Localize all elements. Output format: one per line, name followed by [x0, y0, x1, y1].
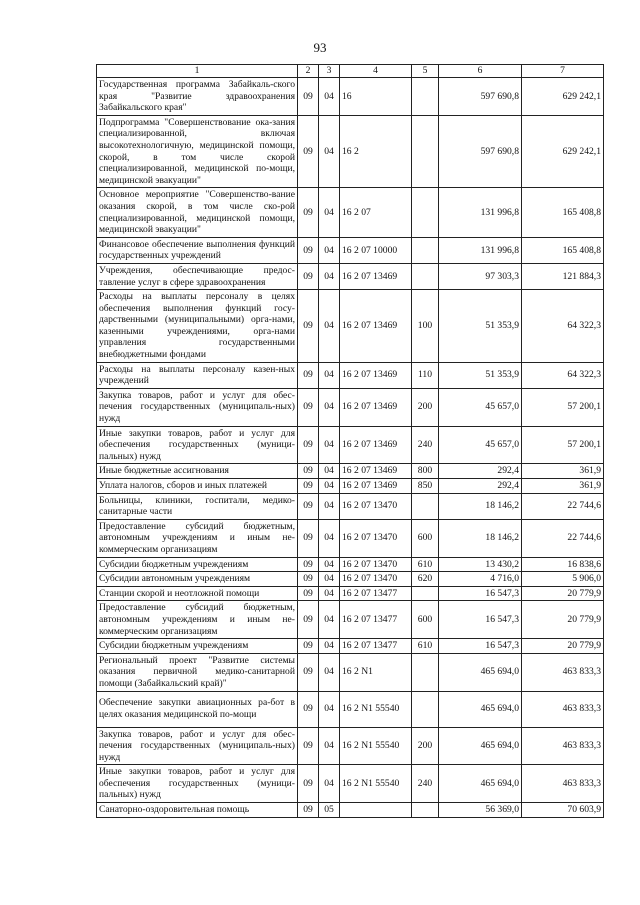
row-subsection: 04 — [319, 765, 340, 803]
row-amount-col7: 361,9 — [522, 479, 604, 494]
row-target-article: 16 2 N1 — [340, 653, 412, 691]
row-amount-col6: 51 353,9 — [439, 362, 522, 388]
row-amount-col6: 18 146,2 — [439, 493, 522, 519]
row-amount-col6: 597 690,8 — [439, 115, 522, 188]
row-subsection: 04 — [319, 639, 340, 654]
row-expense-type — [412, 78, 439, 116]
row-section: 09 — [298, 388, 319, 426]
row-expense-type: 240 — [412, 426, 439, 464]
row-subsection: 04 — [319, 519, 340, 557]
row-section: 09 — [298, 479, 319, 494]
row-section: 09 — [298, 290, 319, 363]
row-target-article: 16 2 — [340, 115, 412, 188]
row-amount-col6: 45 657,0 — [439, 426, 522, 464]
row-section: 09 — [298, 78, 319, 116]
row-amount-col7: 463 833,3 — [522, 691, 604, 727]
row-section: 09 — [298, 653, 319, 691]
row-amount-col7: 57 200,1 — [522, 388, 604, 426]
row-amount-col6: 131 996,8 — [439, 237, 522, 263]
row-amount-col7: 121 884,3 — [522, 263, 604, 289]
table-row — [97, 388, 604, 426]
row-section: 09 — [298, 586, 319, 601]
row-amount-col7: 22 744,6 — [522, 493, 604, 519]
row-amount-col6: 51 353,9 — [439, 290, 522, 363]
row-expense-type — [412, 586, 439, 601]
row-target-article: 16 2 07 13469 — [340, 388, 412, 426]
row-section: 09 — [298, 639, 319, 654]
row-amount-col6: 465 694,0 — [439, 727, 522, 765]
row-expense-type: 200 — [412, 727, 439, 765]
row-amount-col7: 463 833,3 — [522, 653, 604, 691]
row-subsection: 04 — [319, 263, 340, 289]
row-target-article: 16 2 07 13470 — [340, 493, 412, 519]
row-target-article: 16 2 07 13469 — [340, 479, 412, 494]
row-subsection: 04 — [319, 727, 340, 765]
header-cell: 6 — [439, 65, 522, 78]
row-amount-col7: 5 906,0 — [522, 572, 604, 587]
row-expense-type: 110 — [412, 362, 439, 388]
row-amount-col6: 16 547,3 — [439, 601, 522, 639]
row-amount-col7: 165 408,8 — [522, 188, 604, 237]
table-row — [97, 464, 604, 479]
row-amount-col6: 465 694,0 — [439, 691, 522, 727]
row-expense-type: 100 — [412, 290, 439, 363]
row-amount-col7: 57 200,1 — [522, 426, 604, 464]
row-name: Уплата налогов, сборов и иных платежей — [97, 479, 298, 494]
row-amount-col7: 463 833,3 — [522, 765, 604, 803]
row-amount-col6: 4 716,0 — [439, 572, 522, 587]
row-expense-type: 620 — [412, 572, 439, 587]
page-number: 93 — [313, 40, 327, 55]
row-name: Субсидии бюджетным учреждениям — [97, 557, 298, 572]
row-target-article: 16 2 N1 55540 — [340, 765, 412, 803]
table-row — [97, 586, 604, 601]
row-expense-type: 610 — [412, 557, 439, 572]
row-name: Субсидии автономным учреждениям — [97, 572, 298, 587]
row-amount-col6: 465 694,0 — [439, 653, 522, 691]
row-name: Расходы на выплаты персоналу в целях обеспечения выполнения функций госу-дарственными (муниципальными) орга-нами, казенными учреждениями, орга-нами управления государственными внебюджетными фондами — [97, 290, 298, 363]
header-cell: 5 — [412, 65, 439, 78]
row-section: 09 — [298, 803, 319, 818]
row-amount-col6: 56 369,0 — [439, 803, 522, 818]
row-amount-col7: 361,9 — [522, 464, 604, 479]
row-expense-type: 200 — [412, 388, 439, 426]
row-amount-col7: 629 242,1 — [522, 78, 604, 116]
row-expense-type — [412, 188, 439, 237]
row-amount-col6: 597 690,8 — [439, 78, 522, 116]
header-cell: 3 — [319, 65, 340, 78]
row-target-article: 16 2 07 13470 — [340, 557, 412, 572]
row-expense-type — [412, 653, 439, 691]
row-name: Обеспечение закупки авиационных ра-бот в целях оказания медицинской по-мощи — [97, 691, 298, 727]
row-target-article: 16 2 07 13469 — [340, 362, 412, 388]
row-amount-col7: 20 779,9 — [522, 601, 604, 639]
row-expense-type — [412, 237, 439, 263]
header-cell: 4 — [340, 65, 412, 78]
row-subsection: 05 — [319, 803, 340, 818]
row-target-article: 16 2 07 13469 — [340, 263, 412, 289]
table-row — [97, 765, 604, 803]
table-row — [97, 803, 604, 818]
row-amount-col7: 22 744,6 — [522, 519, 604, 557]
row-target-article: 16 2 07 13477 — [340, 601, 412, 639]
row-name: Региональный проект "Развитие системы оказания первичной медико-санитарной помощи (Забайкальский край)" — [97, 653, 298, 691]
header-cell: 7 — [522, 65, 604, 78]
table-body — [97, 78, 604, 818]
row-name: Учреждения, обеспечивающие предос-тавление услуг в сфере здравоохранения — [97, 263, 298, 289]
row-subsection: 04 — [319, 572, 340, 587]
row-section: 09 — [298, 765, 319, 803]
row-subsection: 04 — [319, 691, 340, 727]
row-name: Иные бюджетные ассигнования — [97, 464, 298, 479]
row-subsection: 04 — [319, 188, 340, 237]
row-target-article: 16 2 N1 55540 — [340, 727, 412, 765]
row-subsection: 04 — [319, 653, 340, 691]
row-expense-type: 800 — [412, 464, 439, 479]
row-subsection: 04 — [319, 115, 340, 188]
row-name: Закупка товаров, работ и услуг для обес-печения государственных (муниципаль-ных) нужд — [97, 388, 298, 426]
row-expense-type — [412, 115, 439, 188]
table-row — [97, 493, 604, 519]
row-subsection: 04 — [319, 362, 340, 388]
row-name: Закупка товаров, работ и услуг для обес-печения государственных (муниципаль-ных) нужд — [97, 727, 298, 765]
row-section: 09 — [298, 237, 319, 263]
row-amount-col6: 131 996,8 — [439, 188, 522, 237]
table-row — [97, 519, 604, 557]
row-expense-type: 600 — [412, 519, 439, 557]
row-subsection: 04 — [319, 290, 340, 363]
row-section: 09 — [298, 426, 319, 464]
row-subsection: 04 — [319, 426, 340, 464]
row-section: 09 — [298, 519, 319, 557]
row-amount-col7: 165 408,8 — [522, 237, 604, 263]
row-target-article: 16 2 N1 55540 — [340, 691, 412, 727]
row-name: Предоставление субсидий бюджетным, автономным учреждениям и иным не-коммерческим организациям — [97, 519, 298, 557]
row-expense-type — [412, 493, 439, 519]
row-subsection: 04 — [319, 464, 340, 479]
row-target-article: 16 2 07 13470 — [340, 572, 412, 587]
row-target-article: 16 2 07 13470 — [340, 519, 412, 557]
table-row — [97, 691, 604, 727]
row-amount-col7: 463 833,3 — [522, 727, 604, 765]
table-row — [97, 237, 604, 263]
row-subsection: 04 — [319, 601, 340, 639]
table-row — [97, 362, 604, 388]
table-row — [97, 115, 604, 188]
row-amount-col7: 16 838,6 — [522, 557, 604, 572]
row-target-article — [340, 803, 412, 818]
row-name: Санаторно-оздоровительная помощь — [97, 803, 298, 818]
row-expense-type — [412, 263, 439, 289]
row-expense-type — [412, 691, 439, 727]
row-amount-col7: 70 603,9 — [522, 803, 604, 818]
row-name: Предоставление субсидий бюджетным, автономным учреждениям и иным не-коммерческим организациям — [97, 601, 298, 639]
row-name: Основное мероприятие "Совершенство-вание оказания скорой, в том числе ско-рой специализированной, медицинской помощи, медицинской эвакуации" — [97, 188, 298, 237]
table-row — [97, 188, 604, 237]
row-amount-col7: 64 322,3 — [522, 290, 604, 363]
row-amount-col6: 97 303,3 — [439, 263, 522, 289]
row-subsection: 04 — [319, 479, 340, 494]
row-section: 09 — [298, 188, 319, 237]
row-target-article: 16 — [340, 78, 412, 116]
row-section: 09 — [298, 362, 319, 388]
row-target-article: 16 2 07 — [340, 188, 412, 237]
row-name: Субсидии бюджетным учреждениям — [97, 639, 298, 654]
row-section: 09 — [298, 601, 319, 639]
row-amount-col6: 465 694,0 — [439, 765, 522, 803]
row-subsection: 04 — [319, 78, 340, 116]
row-amount-col7: 64 322,3 — [522, 362, 604, 388]
row-expense-type: 240 — [412, 765, 439, 803]
row-target-article: 16 2 07 13477 — [340, 586, 412, 601]
row-target-article: 16 2 07 13477 — [340, 639, 412, 654]
row-target-article: 16 2 07 13469 — [340, 464, 412, 479]
row-target-article: 16 2 07 10000 — [340, 237, 412, 263]
row-name: Расходы на выплаты персоналу казен-ных учреждений — [97, 362, 298, 388]
row-name: Иные закупки товаров, работ и услуг для обеспечения государственных (муници-пальных) нужд — [97, 765, 298, 803]
row-section: 09 — [298, 493, 319, 519]
table-row — [97, 727, 604, 765]
row-section: 09 — [298, 557, 319, 572]
row-expense-type: 850 — [412, 479, 439, 494]
row-amount-col6: 18 146,2 — [439, 519, 522, 557]
row-name: Станции скорой и неотложной помощи — [97, 586, 298, 601]
row-target-article: 16 2 07 13469 — [340, 290, 412, 363]
row-subsection: 04 — [319, 586, 340, 601]
header-cell: 1 — [97, 65, 298, 78]
header-row — [97, 65, 604, 78]
row-section: 09 — [298, 572, 319, 587]
row-name: Больницы, клиники, госпитали, медико-санитарные части — [97, 493, 298, 519]
row-section: 09 — [298, 691, 319, 727]
row-amount-col6: 292,4 — [439, 479, 522, 494]
row-name: Иные закупки товаров, работ и услуг для обеспечения государственных (муници-пальных) нужд — [97, 426, 298, 464]
row-amount-col7: 20 779,9 — [522, 586, 604, 601]
row-subsection: 04 — [319, 388, 340, 426]
row-amount-col7: 20 779,9 — [522, 639, 604, 654]
row-name: Государственная программа Забайкаль-ского края "Развитие здравоохранения Забайкальского края" — [97, 78, 298, 116]
row-amount-col6: 16 547,3 — [439, 639, 522, 654]
table-row — [97, 639, 604, 654]
table-row — [97, 479, 604, 494]
table-row — [97, 426, 604, 464]
row-section: 09 — [298, 464, 319, 479]
row-amount-col6: 16 547,3 — [439, 586, 522, 601]
row-expense-type: 610 — [412, 639, 439, 654]
budget-table — [96, 64, 604, 818]
row-name: Подпрограмма "Совершенствование ока-зания специализированной, включая высокотехнологичную, медицинской помощи, скорой, в том числе скорой специализированной, медицинской по-мощи, медицинской эвакуации" — [97, 115, 298, 188]
table-row — [97, 290, 604, 363]
row-name: Финансовое обеспечение выполнения функций государственных учреждений — [97, 237, 298, 263]
header-cell: 2 — [298, 65, 319, 78]
row-subsection: 04 — [319, 557, 340, 572]
row-section: 09 — [298, 727, 319, 765]
table-row — [97, 572, 604, 587]
table-row — [97, 78, 604, 116]
table-row — [97, 653, 604, 691]
row-section: 09 — [298, 263, 319, 289]
row-target-article: 16 2 07 13469 — [340, 426, 412, 464]
table-row — [97, 263, 604, 289]
row-amount-col7: 629 242,1 — [522, 115, 604, 188]
row-subsection: 04 — [319, 493, 340, 519]
table-row — [97, 557, 604, 572]
row-subsection: 04 — [319, 237, 340, 263]
table-row — [97, 601, 604, 639]
row-amount-col6: 292,4 — [439, 464, 522, 479]
row-amount-col6: 13 430,2 — [439, 557, 522, 572]
row-expense-type — [412, 803, 439, 818]
row-section: 09 — [298, 115, 319, 188]
row-expense-type: 600 — [412, 601, 439, 639]
row-amount-col6: 45 657,0 — [439, 388, 522, 426]
